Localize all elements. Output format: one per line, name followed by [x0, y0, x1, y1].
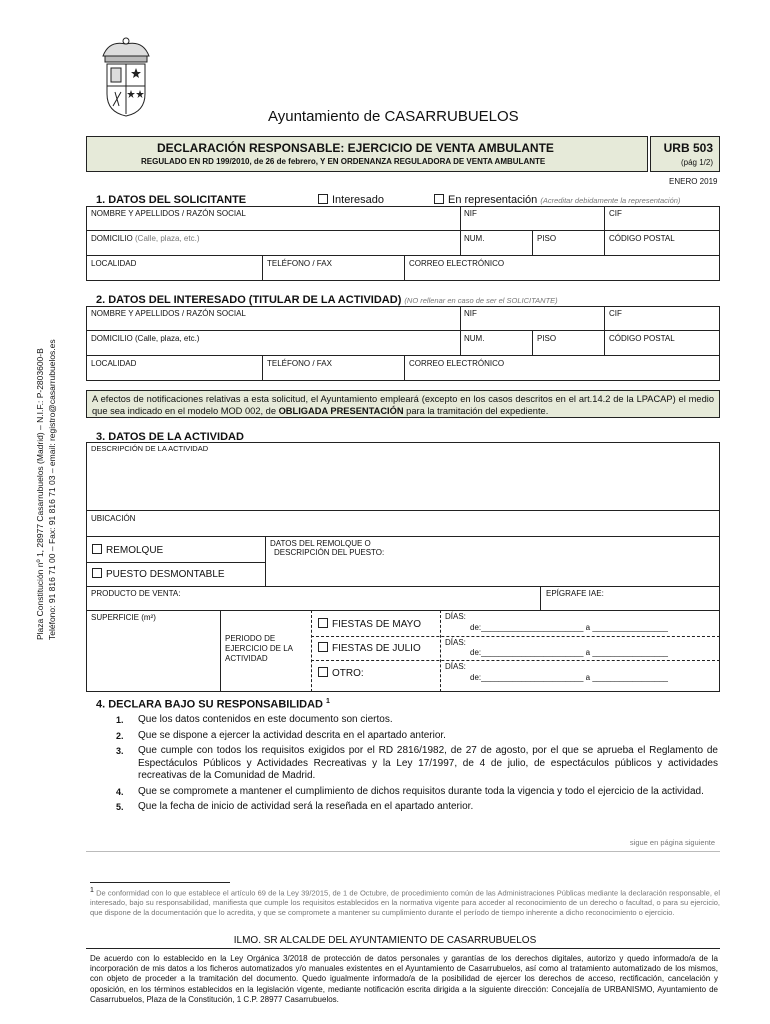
section-1-title: 1. DATOS DEL SOLICITANTE — [96, 194, 247, 206]
s3-descripcion-field[interactable]: DESCRIPCIÓN DE LA ACTIVIDAD — [91, 444, 209, 453]
dias-otro-label: DÍAS: — [445, 662, 466, 671]
interesado-option[interactable]: Interesado — [318, 194, 384, 206]
s1-cp-field[interactable]: CÓDIGO POSTAL — [609, 234, 675, 243]
declaration-item: 1. Que los datos contenidos en este documento son ciertos. — [116, 714, 393, 725]
side-address-text — [34, 339, 58, 640]
s2-localidad-field[interactable]: LOCALIDAD — [91, 359, 137, 368]
interesado-checkbox[interactable] — [318, 194, 328, 204]
remolque-checkbox[interactable] — [92, 544, 102, 554]
fiestas-julio-option[interactable]: FIESTAS DE JULIO — [318, 642, 421, 654]
section-4-title: 4. DECLARA BAJO SU RESPONSABILIDAD $^1$ — [96, 698, 330, 711]
puesto-option[interactable]: PUESTO DESMONTABLE — [92, 568, 225, 580]
s3-superficie-field[interactable]: SUPERFICIE (m²) — [91, 613, 156, 622]
declaration-item: 3. Que cumple con todos los requisitos exigidos por el RD 2816/1982, de 27 de agosto, por el que se aprueba el Reglamento de Espectáculos Públicos y Actividades Recreativas y la Ley 17/1997, de 4 de julio, de espectáculos públicos y actividades recreativas de la Comunidad de Madrid. — [116, 745, 718, 781]
dias-otro-field[interactable]: de:_______________________ a _________________ — [470, 673, 668, 682]
declaration-item: 4. Que se compromete a mantener el cumplimiento de dichos requisitos durante toda la vigencia y todo el ejercicio de la actividad. — [116, 785, 704, 797]
coat-of-arms-emblem — [95, 36, 157, 120]
s1-domicilio-field[interactable]: DOMICILIO (Calle, plaza, etc.) — [91, 234, 200, 243]
s2-nif-field[interactable]: NIF — [464, 309, 477, 318]
dias-mayo-label: DÍAS: — [445, 612, 466, 621]
s2-num-field[interactable]: NUM. — [464, 334, 485, 343]
footnote: $^1$ De conformidad con lo que establece el artículo 69 de la Ley 39/2015, de 1 de Octubre, de procedimiento común de las Administraciones Públicas mediante la declaración responsable, el interesado, bajo su responsabilidad, manifiesta que cumple los requisitos establecidos en la normativa vigente para acceder al reconocimiento de un derecho o facultad, o para su ejercicio, que dispone de la documentación que lo acredita, y que se compromete a mantener su cumplimiento durante el período de tiempo inherente a dicho reconocimiento o ejercicio. — [90, 887, 720, 917]
s1-num-field[interactable]: NUM. — [464, 234, 485, 243]
form-subtitle: REGULADO EN RD 199/2010, de 26 de febrero, Y EN ORDENANZA REGULADORA DE VENTA AMBULANTE — [141, 157, 546, 166]
otro-option[interactable]: OTRO: — [318, 667, 364, 679]
title-box — [86, 136, 648, 172]
s2-telefono-field[interactable]: TELÉFONO / FAX — [267, 359, 332, 368]
fiestas-julio-checkbox[interactable] — [318, 642, 328, 652]
s1-localidad-field[interactable]: LOCALIDAD — [91, 259, 137, 268]
form-code: URB 503 — [663, 141, 713, 155]
s3-periodo-label: PERIODO DE EJERCICIO DE LA ACTIVIDAD — [225, 634, 294, 663]
s2-nombre-field[interactable]: NOMBRE Y APELLIDOS / RAZÓN SOCIAL — [91, 309, 246, 318]
otro-checkbox[interactable] — [318, 667, 328, 677]
fiestas-mayo-option[interactable]: FIESTAS DE MAYO — [318, 618, 421, 630]
puesto-checkbox[interactable] — [92, 568, 102, 578]
s2-cp-field[interactable]: CÓDIGO POSTAL — [609, 334, 675, 343]
dias-mayo-field[interactable]: de:_______________________ a _________________ — [470, 623, 668, 632]
dias-julio-field[interactable]: de:_______________________ a _________________ — [470, 648, 668, 657]
declaration-item: 2. Que se dispone a ejercer la actividad descrita en el apartado anterior. — [116, 729, 446, 741]
continue-note: sigue en página siguiente — [629, 838, 715, 847]
declaration-item: 5. Que la fecha de inicio de actividad será la reseñada en el apartado anterior. — [116, 801, 474, 812]
fiestas-mayo-checkbox[interactable] — [318, 618, 328, 628]
notification-notice: A efectos de notificaciones relativas a esta solicitud, el Ayuntamiento empleará (excepto en los casos descritos en el art.14.2 de la LPACAP) el medio que sea indicado en el modelo MOD 002, de OBLIGADA PRESENTACIÓN para la tramitación del expediente. — [86, 390, 720, 418]
s2-correo-field[interactable]: CORREO ELECTRÓNICO — [409, 359, 505, 368]
s2-domicilio-field[interactable]: DOMICILIO (Calle, plaza, etc.) — [91, 334, 200, 343]
s1-nombre-field[interactable]: NOMBRE Y APELLIDOS / RAZÓN SOCIAL — [91, 209, 246, 218]
s1-nif-field[interactable]: NIF — [464, 209, 477, 218]
s2-cif-field[interactable]: CIF — [609, 309, 622, 318]
addressee: ILMO. SR ALCALDE DEL AYUNTAMIENTO DE CASARRUBUELOS — [233, 935, 537, 946]
side-address-line: Plaza Constitución nº 1, 28977 Casarrubuelos (Madrid) – N.I.F.: P-2803600-B — [35, 348, 45, 640]
form-title: DECLARACIÓN RESPONSABLE: EJERCICIO DE VENTA AMBULANTE — [157, 141, 554, 155]
s3-ubicacion-field[interactable]: UBICACIÓN — [91, 514, 136, 523]
code-box — [650, 136, 720, 172]
s3-datos-remolque-field[interactable]: DATOS DEL REMOLQUE O DESCRIPCIÓN DEL PUESTO: — [270, 539, 385, 557]
form-date: ENERO 2019 — [669, 177, 718, 186]
section-3-title: 3. DATOS DE LA ACTIVIDAD — [96, 431, 244, 443]
s1-telefono-field[interactable]: TELÉFONO / FAX — [267, 259, 332, 268]
remolque-option[interactable]: REMOLQUE — [92, 544, 163, 556]
municipality-name: Ayuntamiento de CASARRUBUELOS — [268, 108, 519, 125]
s1-cif-field[interactable]: CIF — [609, 209, 622, 218]
side-contact-line: Teléfono: 91 816 71 00 – Fax: 91 816 71 03 – email: registro@casarrubuelos.es — [47, 339, 57, 640]
declaration-list — [116, 714, 718, 817]
s2-piso-field[interactable]: PISO — [537, 334, 557, 343]
privacy-notice: De acuerdo con lo establecido en la Ley Orgánica 3/2018 de protección de datos personales y garantías de los derechos digitales, autorizo y quedo informado/a de la incorporación de mis datos a los ficheros automatizados y/o manuales existentes en el Ayuntamiento de Casarrubuelos, así como al tratamiento automatizado de los mismos, con objeto de proceder a la tramitación del documento. Quedo igualmente informado/a de la posibilidad de ejercer los derechos de acceso, rectificación, cancelación y oposición, en los términos establecidos en la legislación vigente, mediante notificación escrita dirigida a la siguiente dirección: Concejalía de URBANISMO, Ayuntamiento de Casarrubuelos, Plaza de la Constitución, 1 C.P. 28977 Casarrubuelos. — [90, 954, 718, 1004]
s3-epigrafe-field[interactable]: EPÍGRAFE IAE: — [546, 589, 604, 598]
page-indicator: (pág 1/2) — [680, 158, 713, 167]
s3-producto-field[interactable]: PRODUCTO DE VENTA: — [91, 589, 181, 598]
representacion-checkbox[interactable] — [434, 194, 444, 204]
s1-correo-field[interactable]: CORREO ELECTRÓNICO — [409, 259, 505, 268]
dias-julio-label: DÍAS: — [445, 638, 466, 647]
s1-piso-field[interactable]: PISO — [537, 234, 557, 243]
representacion-option[interactable]: En representación (Acreditar debidamente la representación) — [434, 194, 680, 206]
section-2-title: 2. DATOS DEL INTERESADO (TITULAR DE LA ACTIVIDAD) (NO rellenar en caso de ser el SOLICITANTE) — [96, 294, 558, 306]
